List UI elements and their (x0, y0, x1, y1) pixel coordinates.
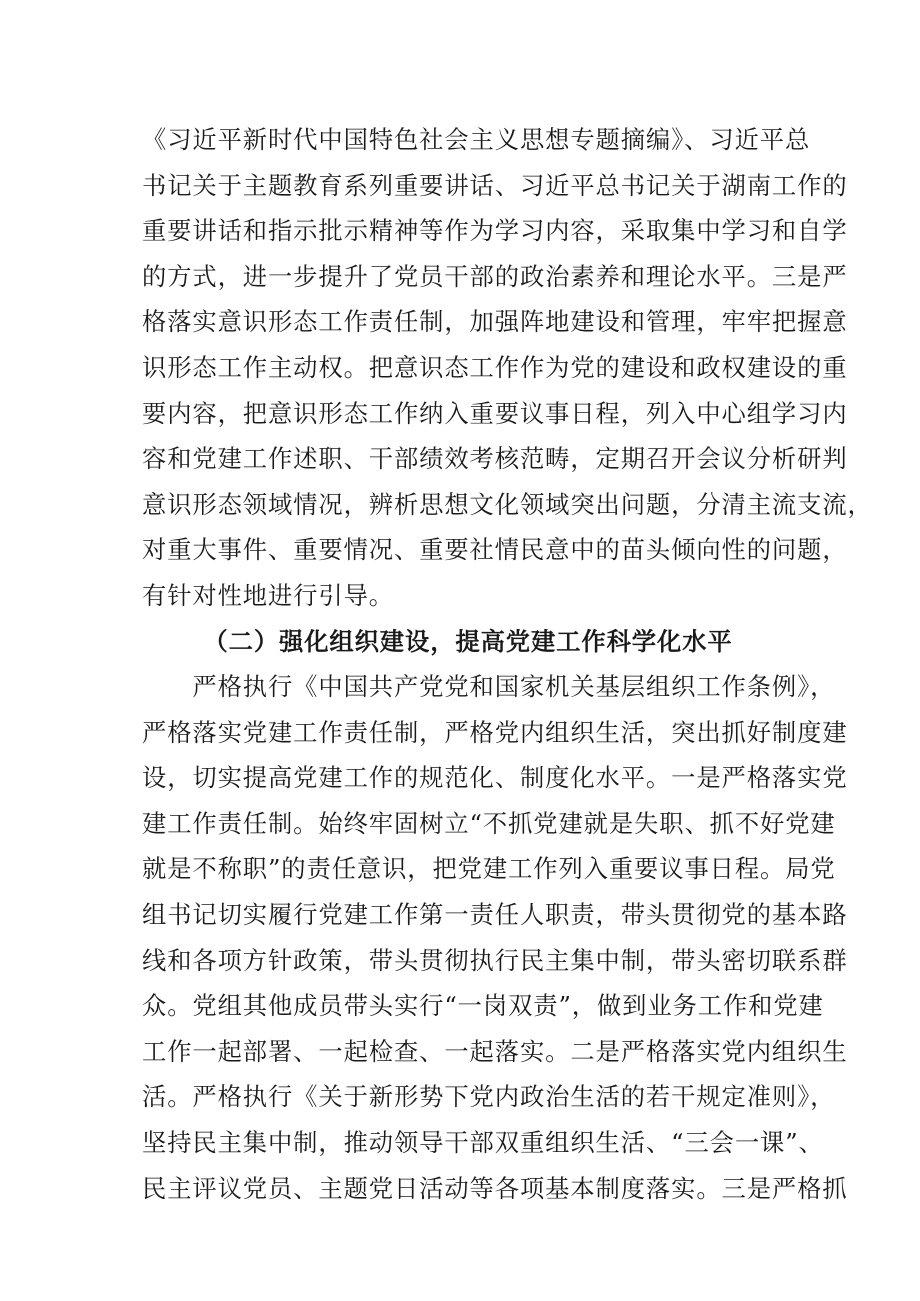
section-heading: （二）强化组织建设，提高党建工作科学化水平 (203, 627, 733, 656)
paragraph-line: 容和党建工作述职、干部绩效考核范畴，定期召开会议分析研判 (142, 444, 848, 474)
paragraph-line: 格落实意识形态工作责任制，加强阵地建设和管理，牢牢把握意 (142, 307, 848, 337)
paragraph-line: 民主评议党员、主题党日活动等各项基本制度落实。三是严格抓 (142, 1173, 848, 1203)
paragraph-line: 活。严格执行《关于新形势下党内政治生活的若干规定准则》， (142, 1082, 836, 1112)
paragraph-line: 组书记切实履行党建工作第一责任人职责，带头贯彻党的基本路 (142, 899, 848, 929)
paragraph-line: 线和各项方针政策，带头贯彻执行民主集中制，带头密切联系群 (142, 945, 848, 975)
paragraph-line: 建工作责任制。始终牢固树立“不抓党建就是失职、抓不好党建 (142, 808, 836, 838)
paragraph-line: 对重大事件、重要情况、重要社情民意中的苗头倾向性的问题， (142, 535, 848, 565)
paragraph-line: 设，切实提高党建工作的规范化、制度化水平。一是严格落实党 (142, 763, 848, 793)
paragraph-line: 意识形态领域情况，辨析思想文化领域突出问题，分清主流支流， (142, 489, 873, 519)
paragraph-line: 有针对性地进行引导。 (142, 580, 394, 610)
paragraph-ideology-work (142, 117, 873, 619)
paragraph-line: 严格执行《中国共产党党和国家机关基层组织工作条例》， (142, 672, 836, 701)
paragraph-line: 工作一起部署、一起检查、一起落实。二是严格落实党内组织生 (142, 1036, 848, 1066)
paragraph-organization-building (142, 664, 848, 1211)
paragraph-line: 《习近平新时代中国特色社会主义思想专题摘编》、习近平总 (142, 125, 811, 154)
paragraph-line: 要内容，把意识形态工作纳入重要议事日程，列入中心组学习内 (142, 398, 848, 428)
paragraph-line: 的方式，进一步提升了党员干部的政治素养和理论水平。三是严 (142, 261, 848, 291)
paragraph-line: 众。党组其他成员带头实行“一岗双责”，做到业务工作和党建 (142, 991, 824, 1021)
paragraph-line: 严格落实党建工作责任制，严格党内组织生活，突出抓好制度建 (142, 717, 848, 747)
paragraph-line: 书记关于主题教育系列重要讲话、习近平总书记关于湖南工作的 (142, 170, 848, 200)
paragraph-line: 就是不称职”的责任意识，把党建工作列入重要议事日程。局党 (142, 854, 836, 884)
paragraph-line: 重要讲话和指示批示精神等作为学习内容，采取集中学习和自学 (142, 216, 848, 246)
paragraph-line: 识形态工作主动权。把意识态工作作为党的建设和政权建设的重 (142, 352, 848, 382)
paragraph-line: 坚持民主集中制，推动领导干部双重组织生活、“三会一课”、 (142, 1127, 824, 1157)
